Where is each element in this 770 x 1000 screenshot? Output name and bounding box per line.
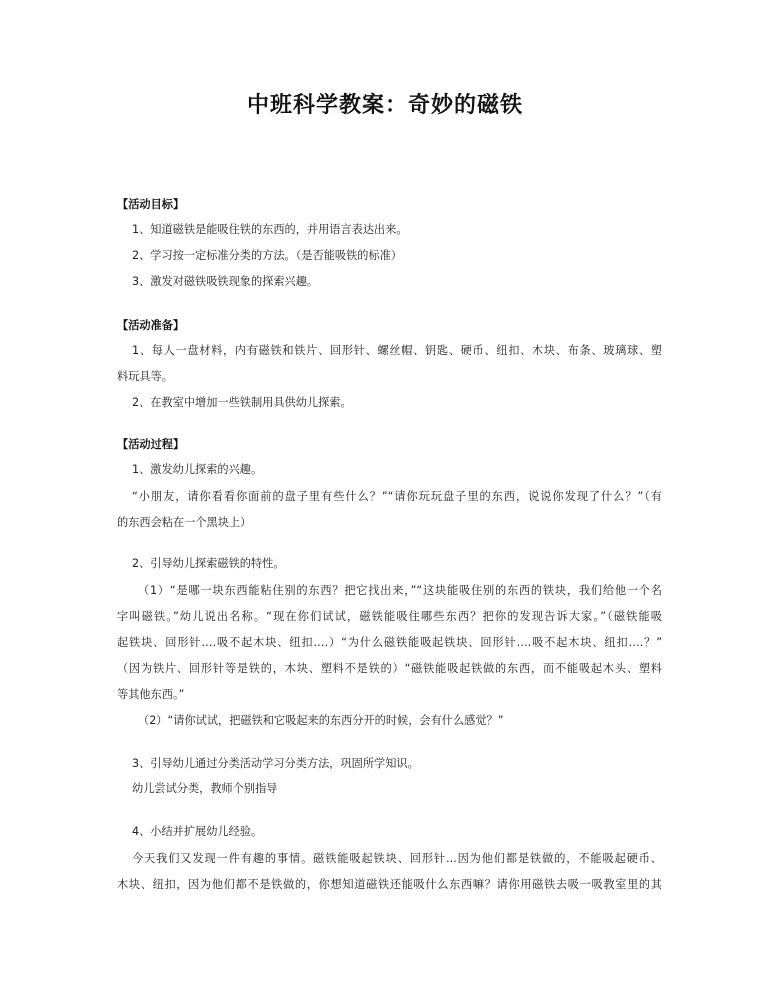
goal-item-2: 2、学习按一定标准分类的方法。（是否能吸铁的标准） xyxy=(132,249,403,262)
process-step-4-line-1: 今天我们又发现一件有趣的事情。磁铁能吸起铁块、回形针...因为他们都是铁做的，不能吸起硬币、 xyxy=(132,852,662,865)
process-step-2-para-1-line-5: 等其他东西。” xyxy=(117,688,185,701)
process-step-2-para-1-line-4: （因为铁片、回形针等是铁的，木块、塑料不是铁的）“磁铁能吸起铁做的东西，而不能吸起木头、塑料 xyxy=(117,662,662,675)
section-heading-goals: 【活动目标】 xyxy=(117,198,185,211)
process-step-2-para-2: （2）“请你试试，把磁铁和它吸起来的东西分开的时候，会有什么感觉？” xyxy=(138,714,504,727)
process-step-3-note: 幼儿尝试分类，教师个别指导 xyxy=(132,782,278,795)
goal-item-1: 1、知道磁铁是能吸住铁的东西的，并用语言表达出来。 xyxy=(132,223,408,236)
process-step-4: 4、小结并扩展幼儿经验。 xyxy=(132,825,263,838)
preparation-item-1-line-1: 1、每人一盘材料，内有磁铁和铁片、回形针、螺丝帽、钥匙、硬币、纽扣、木块、布条、玻璃球、塑 xyxy=(132,344,662,357)
process-step-3: 3、引导幼儿通过分类活动学习分类方法，巩固所学知识。 xyxy=(132,757,419,770)
preparation-item-1-line-2: 料玩具等。 xyxy=(117,370,173,383)
goal-item-3: 3、激发对磁铁吸铁现象的探索兴趣。 xyxy=(132,275,319,288)
section-heading-process: 【活动过程】 xyxy=(117,438,185,451)
section-heading-preparation: 【活动准备】 xyxy=(117,319,185,332)
process-step-1-quote-line-1: “小朋友，请你看看你面前的盘子里有些什么？”“请你玩玩盘子里的东西，说说你发现了什么？”（有 xyxy=(132,490,662,503)
process-step-2: 2、引导幼儿探索磁铁的特性。 xyxy=(132,557,285,570)
process-step-2-para-1-line-1: （1）“是哪一块东西能粘住别的东西？把它找出来，”“这块能吸住别的东西的铁块，我们给他一个名 xyxy=(138,584,662,597)
process-step-1: 1、激发幼儿探索的兴趣。 xyxy=(132,463,263,476)
process-step-1-quote-line-2: 的东西会粘在一个黑块上） xyxy=(117,516,252,529)
process-step-2-para-1-line-3: 起铁块、回形针….吸不起木块、纽扣….）“为什么磁铁能吸起铁块、回形针….吸不起木块、纽扣….？” xyxy=(117,636,662,649)
process-step-4-line-2: 木块、纽扣，因为他们都不是铁做的，你想知道磁铁还能吸什么东西嘛？请你用磁铁去吸一吸教室里的其 xyxy=(117,878,662,891)
preparation-item-2: 2、在教室中增加一些铁制用具供幼儿探索。 xyxy=(132,396,352,409)
page-title: 中班科学教案：奇妙的磁铁 xyxy=(246,92,523,118)
process-step-2-para-1-line-2: 字叫磁铁。”幼儿说出名称。“现在你们试试，磁铁能吸住哪些东西？把你的发现告诉大家。”（磁铁能吸 xyxy=(117,610,662,623)
